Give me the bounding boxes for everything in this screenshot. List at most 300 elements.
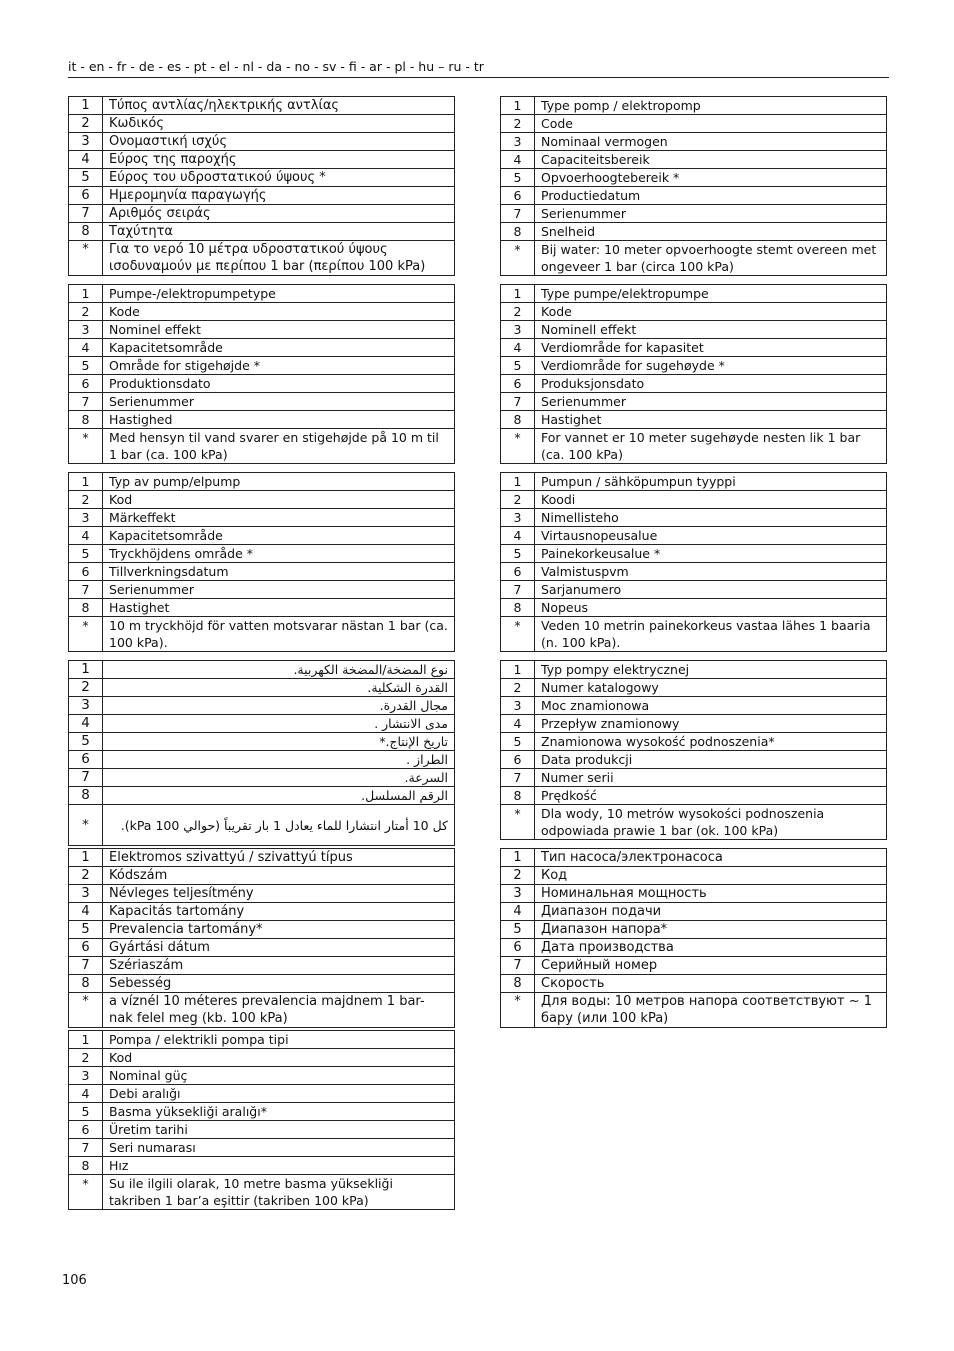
table-row bbox=[69, 697, 455, 715]
row-number: 8 bbox=[501, 411, 535, 429]
row-number: 5 bbox=[69, 1103, 103, 1121]
table-row bbox=[69, 1157, 455, 1175]
row-text: Veden 10 metrin painekorkeus vastaa lähes 1 baaria (n. 100 kPa). bbox=[535, 617, 887, 652]
row-text: Serienummer bbox=[535, 205, 887, 223]
table-row bbox=[501, 849, 887, 867]
row-number: 3 bbox=[69, 885, 103, 903]
row-text: Nominaal vermogen bbox=[535, 133, 887, 151]
row-number: 5 bbox=[501, 169, 535, 187]
row-text: Serienummer bbox=[103, 393, 455, 411]
row-text: Hastighet bbox=[535, 411, 887, 429]
row-number: * bbox=[69, 805, 103, 846]
row-number: * bbox=[501, 241, 535, 276]
row-text: Typ pompy elektrycznej bbox=[535, 661, 887, 679]
row-number: 2 bbox=[69, 491, 103, 509]
row-text: Verdiområde for kapasitet bbox=[535, 339, 887, 357]
row-text: Pumpun / sähköpumpun tyyppi bbox=[535, 473, 887, 491]
row-number: 7 bbox=[501, 393, 535, 411]
row-number: 8 bbox=[69, 787, 103, 805]
row-text: Kode bbox=[103, 303, 455, 321]
row-number: 6 bbox=[69, 939, 103, 957]
row-text: Produksjonsdato bbox=[535, 375, 887, 393]
row-number: 1 bbox=[69, 661, 103, 679]
table-row bbox=[69, 393, 455, 411]
table-row bbox=[69, 867, 455, 885]
language-list-header: it - en - fr - de - es - pt - el - nl - da - no - sv - fi - ar - pl - hu – ru - tr bbox=[68, 59, 484, 74]
row-number: 2 bbox=[501, 679, 535, 697]
row-text: 10 m tryckhöjd för vatten motsvarar nästan 1 bar (ca. 100 kPa). bbox=[103, 617, 455, 652]
row-number: 4 bbox=[501, 527, 535, 545]
row-text: Εύρος του υδροστατικού ύψους * bbox=[103, 169, 455, 187]
table-row bbox=[501, 545, 887, 563]
table-row bbox=[501, 679, 887, 697]
table-row bbox=[69, 187, 455, 205]
table-row bbox=[69, 375, 455, 393]
nameplate-table-da bbox=[68, 284, 455, 464]
row-number: 6 bbox=[501, 187, 535, 205]
row-text: Produktionsdato bbox=[103, 375, 455, 393]
table-row bbox=[69, 1067, 455, 1085]
row-text: Kapacitetsområde bbox=[103, 527, 455, 545]
row-text: Su ile ilgili olarak, 10 metre basma yüksekliği takriben 1 bar’a eşittir (takriben 100 kPa) bbox=[103, 1175, 455, 1210]
row-number: 2 bbox=[69, 1049, 103, 1067]
row-text: Ημερομηνία παραγωγής bbox=[103, 187, 455, 205]
row-text: Productiedatum bbox=[535, 187, 887, 205]
row-number: 3 bbox=[501, 321, 535, 339]
row-number: 7 bbox=[501, 957, 535, 975]
row-number: 6 bbox=[69, 751, 103, 769]
table-row bbox=[501, 375, 887, 393]
row-text: Prędkość bbox=[535, 787, 887, 805]
row-number: 4 bbox=[501, 715, 535, 733]
table-row bbox=[69, 751, 455, 769]
row-number: 6 bbox=[69, 375, 103, 393]
table-row bbox=[69, 975, 455, 993]
table-row bbox=[501, 921, 887, 939]
row-number: 8 bbox=[69, 975, 103, 993]
table-note-row bbox=[501, 805, 887, 840]
row-text: Znamionowa wysokość podnoszenia* bbox=[535, 733, 887, 751]
table-row bbox=[501, 223, 887, 241]
row-text: Nominell effekt bbox=[535, 321, 887, 339]
row-text: Pompa / elektrikli pompa tipi bbox=[103, 1031, 455, 1049]
row-text: Диапазон подачи bbox=[535, 903, 887, 921]
row-number: * bbox=[501, 805, 535, 840]
row-number: 2 bbox=[69, 303, 103, 321]
row-text: Серийный номер bbox=[535, 957, 887, 975]
row-number: * bbox=[69, 993, 103, 1028]
row-number: 1 bbox=[501, 97, 535, 115]
row-number: * bbox=[69, 241, 103, 276]
row-text: Serienummer bbox=[103, 581, 455, 599]
row-text: Seri numarası bbox=[103, 1139, 455, 1157]
table-row bbox=[69, 545, 455, 563]
row-text: الرقم المسلسل. bbox=[103, 787, 455, 805]
table-row bbox=[501, 527, 887, 545]
table-row bbox=[69, 679, 455, 697]
row-number: 8 bbox=[69, 599, 103, 617]
row-number: 2 bbox=[501, 115, 535, 133]
row-number: 4 bbox=[69, 715, 103, 733]
row-number: 8 bbox=[501, 223, 535, 241]
table-row bbox=[69, 1139, 455, 1157]
table-row bbox=[69, 509, 455, 527]
nameplate-table-nl bbox=[500, 96, 887, 276]
row-text: Code bbox=[535, 115, 887, 133]
table-row bbox=[501, 339, 887, 357]
row-number: 1 bbox=[69, 97, 103, 115]
row-text: Capaciteitsbereik bbox=[535, 151, 887, 169]
row-number: 3 bbox=[501, 509, 535, 527]
row-text: Prevalencia tartomány* bbox=[103, 921, 455, 939]
row-text: Névleges teljesítmény bbox=[103, 885, 455, 903]
table-row bbox=[501, 285, 887, 303]
row-number: 6 bbox=[69, 1121, 103, 1139]
table-note-row bbox=[69, 429, 455, 464]
row-text: نوع المضخة/المضخة الكهربية. bbox=[103, 661, 455, 679]
row-number: 2 bbox=[501, 491, 535, 509]
table-row bbox=[501, 115, 887, 133]
row-text: Virtausnopeusalue bbox=[535, 527, 887, 545]
row-text: Kode bbox=[535, 303, 887, 321]
row-number: 6 bbox=[501, 375, 535, 393]
row-number: 1 bbox=[501, 285, 535, 303]
row-number: 2 bbox=[69, 115, 103, 133]
row-number: 6 bbox=[501, 563, 535, 581]
nameplate-table-ar bbox=[68, 660, 455, 846]
row-number: 7 bbox=[69, 769, 103, 787]
row-text: Kódszám bbox=[103, 867, 455, 885]
table-row bbox=[69, 223, 455, 241]
table-row bbox=[69, 957, 455, 975]
table-note-row bbox=[501, 993, 887, 1028]
table-row bbox=[69, 939, 455, 957]
nameplate-table-el bbox=[68, 96, 455, 276]
table-row bbox=[69, 1103, 455, 1121]
table-row bbox=[501, 751, 887, 769]
row-text: Kapacitetsområde bbox=[103, 339, 455, 357]
table-row bbox=[501, 581, 887, 599]
row-number: 6 bbox=[501, 751, 535, 769]
table-row bbox=[69, 903, 455, 921]
row-number: 5 bbox=[501, 545, 535, 563]
table-row bbox=[501, 473, 887, 491]
row-text: الطراز . bbox=[103, 751, 455, 769]
table-row bbox=[501, 187, 887, 205]
row-text: Przepływ znamionowy bbox=[535, 715, 887, 733]
row-text: Τύπος αντλίας/ηλεκτρικής αντλίας bbox=[103, 97, 455, 115]
table-row bbox=[69, 1121, 455, 1139]
table-row bbox=[501, 939, 887, 957]
row-text: Для воды: 10 метров напора соответствуют ~ 1 бару (или 100 kPa) bbox=[535, 993, 887, 1028]
row-number: 3 bbox=[501, 697, 535, 715]
table-row bbox=[501, 393, 887, 411]
row-text: Pumpe-/elektropumpetype bbox=[103, 285, 455, 303]
row-number: 8 bbox=[501, 975, 535, 993]
table-row bbox=[69, 133, 455, 151]
row-text: Αριθμός σειράς bbox=[103, 205, 455, 223]
row-number: 7 bbox=[69, 581, 103, 599]
row-text: Basma yüksekliği aralığı* bbox=[103, 1103, 455, 1121]
table-row bbox=[69, 321, 455, 339]
row-number: 1 bbox=[501, 661, 535, 679]
row-text: Код bbox=[535, 867, 887, 885]
row-text: Κωδικός bbox=[103, 115, 455, 133]
table-row bbox=[501, 975, 887, 993]
row-number: * bbox=[69, 1175, 103, 1210]
nameplate-table-hu bbox=[68, 848, 455, 1028]
row-number: 3 bbox=[501, 133, 535, 151]
row-number: 2 bbox=[69, 679, 103, 697]
nameplate-table-pl bbox=[500, 660, 887, 840]
table-row bbox=[69, 661, 455, 679]
row-number: 5 bbox=[501, 921, 535, 939]
table-row bbox=[69, 285, 455, 303]
row-number: 5 bbox=[501, 357, 535, 375]
row-number: 1 bbox=[501, 473, 535, 491]
row-number: 5 bbox=[69, 357, 103, 375]
table-row bbox=[69, 1049, 455, 1067]
row-number: 7 bbox=[501, 769, 535, 787]
row-text: Valmistuspvm bbox=[535, 563, 887, 581]
row-text: Nopeus bbox=[535, 599, 887, 617]
row-text: Bij water: 10 meter opvoerhoogte stemt overeen met ongeveer 1 bar (circa 100 kPa) bbox=[535, 241, 887, 276]
row-text: مدى الانتشار . bbox=[103, 715, 455, 733]
row-number: 8 bbox=[69, 1157, 103, 1175]
row-number: * bbox=[501, 429, 535, 464]
row-number: 5 bbox=[501, 733, 535, 751]
table-row bbox=[69, 473, 455, 491]
row-number: 5 bbox=[69, 169, 103, 187]
table-row bbox=[501, 733, 887, 751]
table-row bbox=[501, 903, 887, 921]
row-text: Kapacitás tartomány bbox=[103, 903, 455, 921]
table-row bbox=[501, 509, 887, 527]
table-row bbox=[69, 599, 455, 617]
row-text: Тип насоса/электронасоса bbox=[535, 849, 887, 867]
table-row bbox=[69, 411, 455, 429]
table-row bbox=[69, 357, 455, 375]
row-number: 3 bbox=[69, 1067, 103, 1085]
row-text: Data produkcji bbox=[535, 751, 887, 769]
table-row bbox=[501, 715, 887, 733]
row-number: 3 bbox=[501, 885, 535, 903]
row-text: Kod bbox=[103, 491, 455, 509]
row-text: Opvoerhoogtebereik * bbox=[535, 169, 887, 187]
row-number: 1 bbox=[69, 849, 103, 867]
row-number: 6 bbox=[501, 939, 535, 957]
table-row bbox=[501, 151, 887, 169]
table-row bbox=[501, 599, 887, 617]
row-text: Nominal güç bbox=[103, 1067, 455, 1085]
row-number: 1 bbox=[69, 1031, 103, 1049]
row-number: 5 bbox=[69, 733, 103, 751]
row-text: Koodi bbox=[535, 491, 887, 509]
row-number: 4 bbox=[69, 339, 103, 357]
table-row bbox=[501, 661, 887, 679]
table-row bbox=[69, 97, 455, 115]
row-number: 4 bbox=[69, 151, 103, 169]
table-row bbox=[501, 957, 887, 975]
table-row bbox=[501, 169, 887, 187]
row-text: Tillverkningsdatum bbox=[103, 563, 455, 581]
row-number: 4 bbox=[501, 151, 535, 169]
row-text: Numer serii bbox=[535, 769, 887, 787]
table-row bbox=[501, 205, 887, 223]
row-number: 3 bbox=[69, 509, 103, 527]
nameplate-table-fi bbox=[500, 472, 887, 652]
row-number: 8 bbox=[501, 599, 535, 617]
row-text: Märkeffekt bbox=[103, 509, 455, 527]
table-row bbox=[501, 769, 887, 787]
table-row bbox=[501, 411, 887, 429]
table-note-row bbox=[69, 241, 455, 276]
row-text: Диапазон напора* bbox=[535, 921, 887, 939]
table-row bbox=[69, 115, 455, 133]
row-number: 3 bbox=[69, 697, 103, 715]
row-number: 5 bbox=[69, 921, 103, 939]
row-text: مجال القدرة. bbox=[103, 697, 455, 715]
header-rule bbox=[68, 77, 889, 78]
table-row bbox=[69, 1085, 455, 1103]
table-row bbox=[501, 97, 887, 115]
table-row bbox=[69, 787, 455, 805]
row-number: 7 bbox=[501, 581, 535, 599]
row-text: Tryckhöjdens område * bbox=[103, 545, 455, 563]
table-note-row bbox=[69, 617, 455, 652]
nameplate-table-tr bbox=[68, 1030, 455, 1210]
table-row bbox=[69, 527, 455, 545]
row-text: Дата производства bbox=[535, 939, 887, 957]
row-number: 4 bbox=[501, 903, 535, 921]
table-row bbox=[69, 849, 455, 867]
row-text: Gyártási dátum bbox=[103, 939, 455, 957]
row-text: Για το νερό 10 μέτρα υδροστατικού ύψους ισοδυναμούν με περίπου 1 bar (περίπου 100 kPa) bbox=[103, 241, 455, 276]
row-text: Nimellisteho bbox=[535, 509, 887, 527]
table-row bbox=[501, 787, 887, 805]
row-number: 4 bbox=[69, 527, 103, 545]
row-number: * bbox=[501, 993, 535, 1028]
row-number: 2 bbox=[501, 303, 535, 321]
table-row bbox=[501, 133, 887, 151]
row-text: Hız bbox=[103, 1157, 455, 1175]
row-number: 7 bbox=[69, 205, 103, 223]
row-text: Εύρος της παροχής bbox=[103, 151, 455, 169]
row-text: Numer katalogowy bbox=[535, 679, 887, 697]
row-text: Ονομαστική ισχύς bbox=[103, 133, 455, 151]
row-text: Hastighet bbox=[103, 599, 455, 617]
table-row bbox=[501, 321, 887, 339]
row-number: 2 bbox=[501, 867, 535, 885]
table-note-row bbox=[69, 1175, 455, 1210]
table-row bbox=[69, 769, 455, 787]
row-text: Скорость bbox=[535, 975, 887, 993]
row-text: Hastighed bbox=[103, 411, 455, 429]
table-row bbox=[69, 151, 455, 169]
row-number: * bbox=[69, 617, 103, 652]
row-number: * bbox=[501, 617, 535, 652]
row-text: Serienummer bbox=[535, 393, 887, 411]
row-text: Snelheid bbox=[535, 223, 887, 241]
row-number: 8 bbox=[501, 787, 535, 805]
row-number: 8 bbox=[69, 223, 103, 241]
nameplate-table-ru bbox=[500, 848, 887, 1028]
table-row bbox=[69, 491, 455, 509]
row-text: Dla wody, 10 metrów wysokości podnoszenia odpowiada prawie 1 bar (ok. 100 kPa) bbox=[535, 805, 887, 840]
row-number: 4 bbox=[501, 339, 535, 357]
table-row bbox=[501, 303, 887, 321]
row-text: تاريخ الإنتاج.* bbox=[103, 733, 455, 751]
table-note-row bbox=[501, 241, 887, 276]
row-number: 4 bbox=[69, 903, 103, 921]
row-text: Номинальная мощность bbox=[535, 885, 887, 903]
table-row bbox=[69, 885, 455, 903]
row-number: 7 bbox=[69, 393, 103, 411]
row-text: Type pomp / elektropomp bbox=[535, 97, 887, 115]
row-text: Ταχύτητα bbox=[103, 223, 455, 241]
row-text: Elektromos szivattyú / szivattyú típus bbox=[103, 849, 455, 867]
nameplate-table-no bbox=[500, 284, 887, 464]
table-row bbox=[69, 581, 455, 599]
row-text: Nominel effekt bbox=[103, 321, 455, 339]
row-text: a víznél 10 méteres prevalencia majdnem 1 bar-nak felel meg (kb. 100 kPa) bbox=[103, 993, 455, 1028]
nameplate-table-sv bbox=[68, 472, 455, 652]
row-text: Debi aralığı bbox=[103, 1085, 455, 1103]
row-text: Sebesség bbox=[103, 975, 455, 993]
table-row bbox=[501, 885, 887, 903]
row-number: 8 bbox=[69, 411, 103, 429]
row-text: Type pumpe/elektropumpe bbox=[535, 285, 887, 303]
table-row bbox=[69, 563, 455, 581]
row-text: Med hensyn til vand svarer en stigehøjde på 10 m til 1 bar (ca. 100 kPa) bbox=[103, 429, 455, 464]
row-text: Moc znamionowa bbox=[535, 697, 887, 715]
row-number: 6 bbox=[69, 187, 103, 205]
row-text: Område for stigehøjde * bbox=[103, 357, 455, 375]
row-number: 5 bbox=[69, 545, 103, 563]
table-row bbox=[69, 715, 455, 733]
row-number: 3 bbox=[69, 321, 103, 339]
row-number: 7 bbox=[69, 957, 103, 975]
row-number: 6 bbox=[69, 563, 103, 581]
table-row bbox=[501, 563, 887, 581]
row-number: 2 bbox=[69, 867, 103, 885]
row-number: 3 bbox=[69, 133, 103, 151]
row-text: كل 10 أمتار انتشارا للماء يعادل 1 بار تقريباً (حوالي 100 kPa). bbox=[103, 805, 455, 846]
row-text: Sarjanumero bbox=[535, 581, 887, 599]
table-row bbox=[69, 303, 455, 321]
row-number: 7 bbox=[69, 1139, 103, 1157]
row-number: 1 bbox=[501, 849, 535, 867]
table-note-row bbox=[69, 993, 455, 1028]
table-row bbox=[501, 867, 887, 885]
row-text: Verdiområde for sugehøyde * bbox=[535, 357, 887, 375]
table-note-row bbox=[501, 429, 887, 464]
table-row bbox=[501, 697, 887, 715]
table-row bbox=[69, 733, 455, 751]
table-row bbox=[69, 921, 455, 939]
table-note-row bbox=[501, 617, 887, 652]
row-number: 1 bbox=[69, 473, 103, 491]
table-row bbox=[69, 169, 455, 187]
row-text: Szériaszám bbox=[103, 957, 455, 975]
table-note-row bbox=[69, 805, 455, 846]
page-number: 106 bbox=[62, 1273, 87, 1288]
row-text: القدرة الشكلية. bbox=[103, 679, 455, 697]
table-row bbox=[501, 491, 887, 509]
table-row bbox=[69, 1031, 455, 1049]
table-row bbox=[69, 339, 455, 357]
row-number: 4 bbox=[69, 1085, 103, 1103]
